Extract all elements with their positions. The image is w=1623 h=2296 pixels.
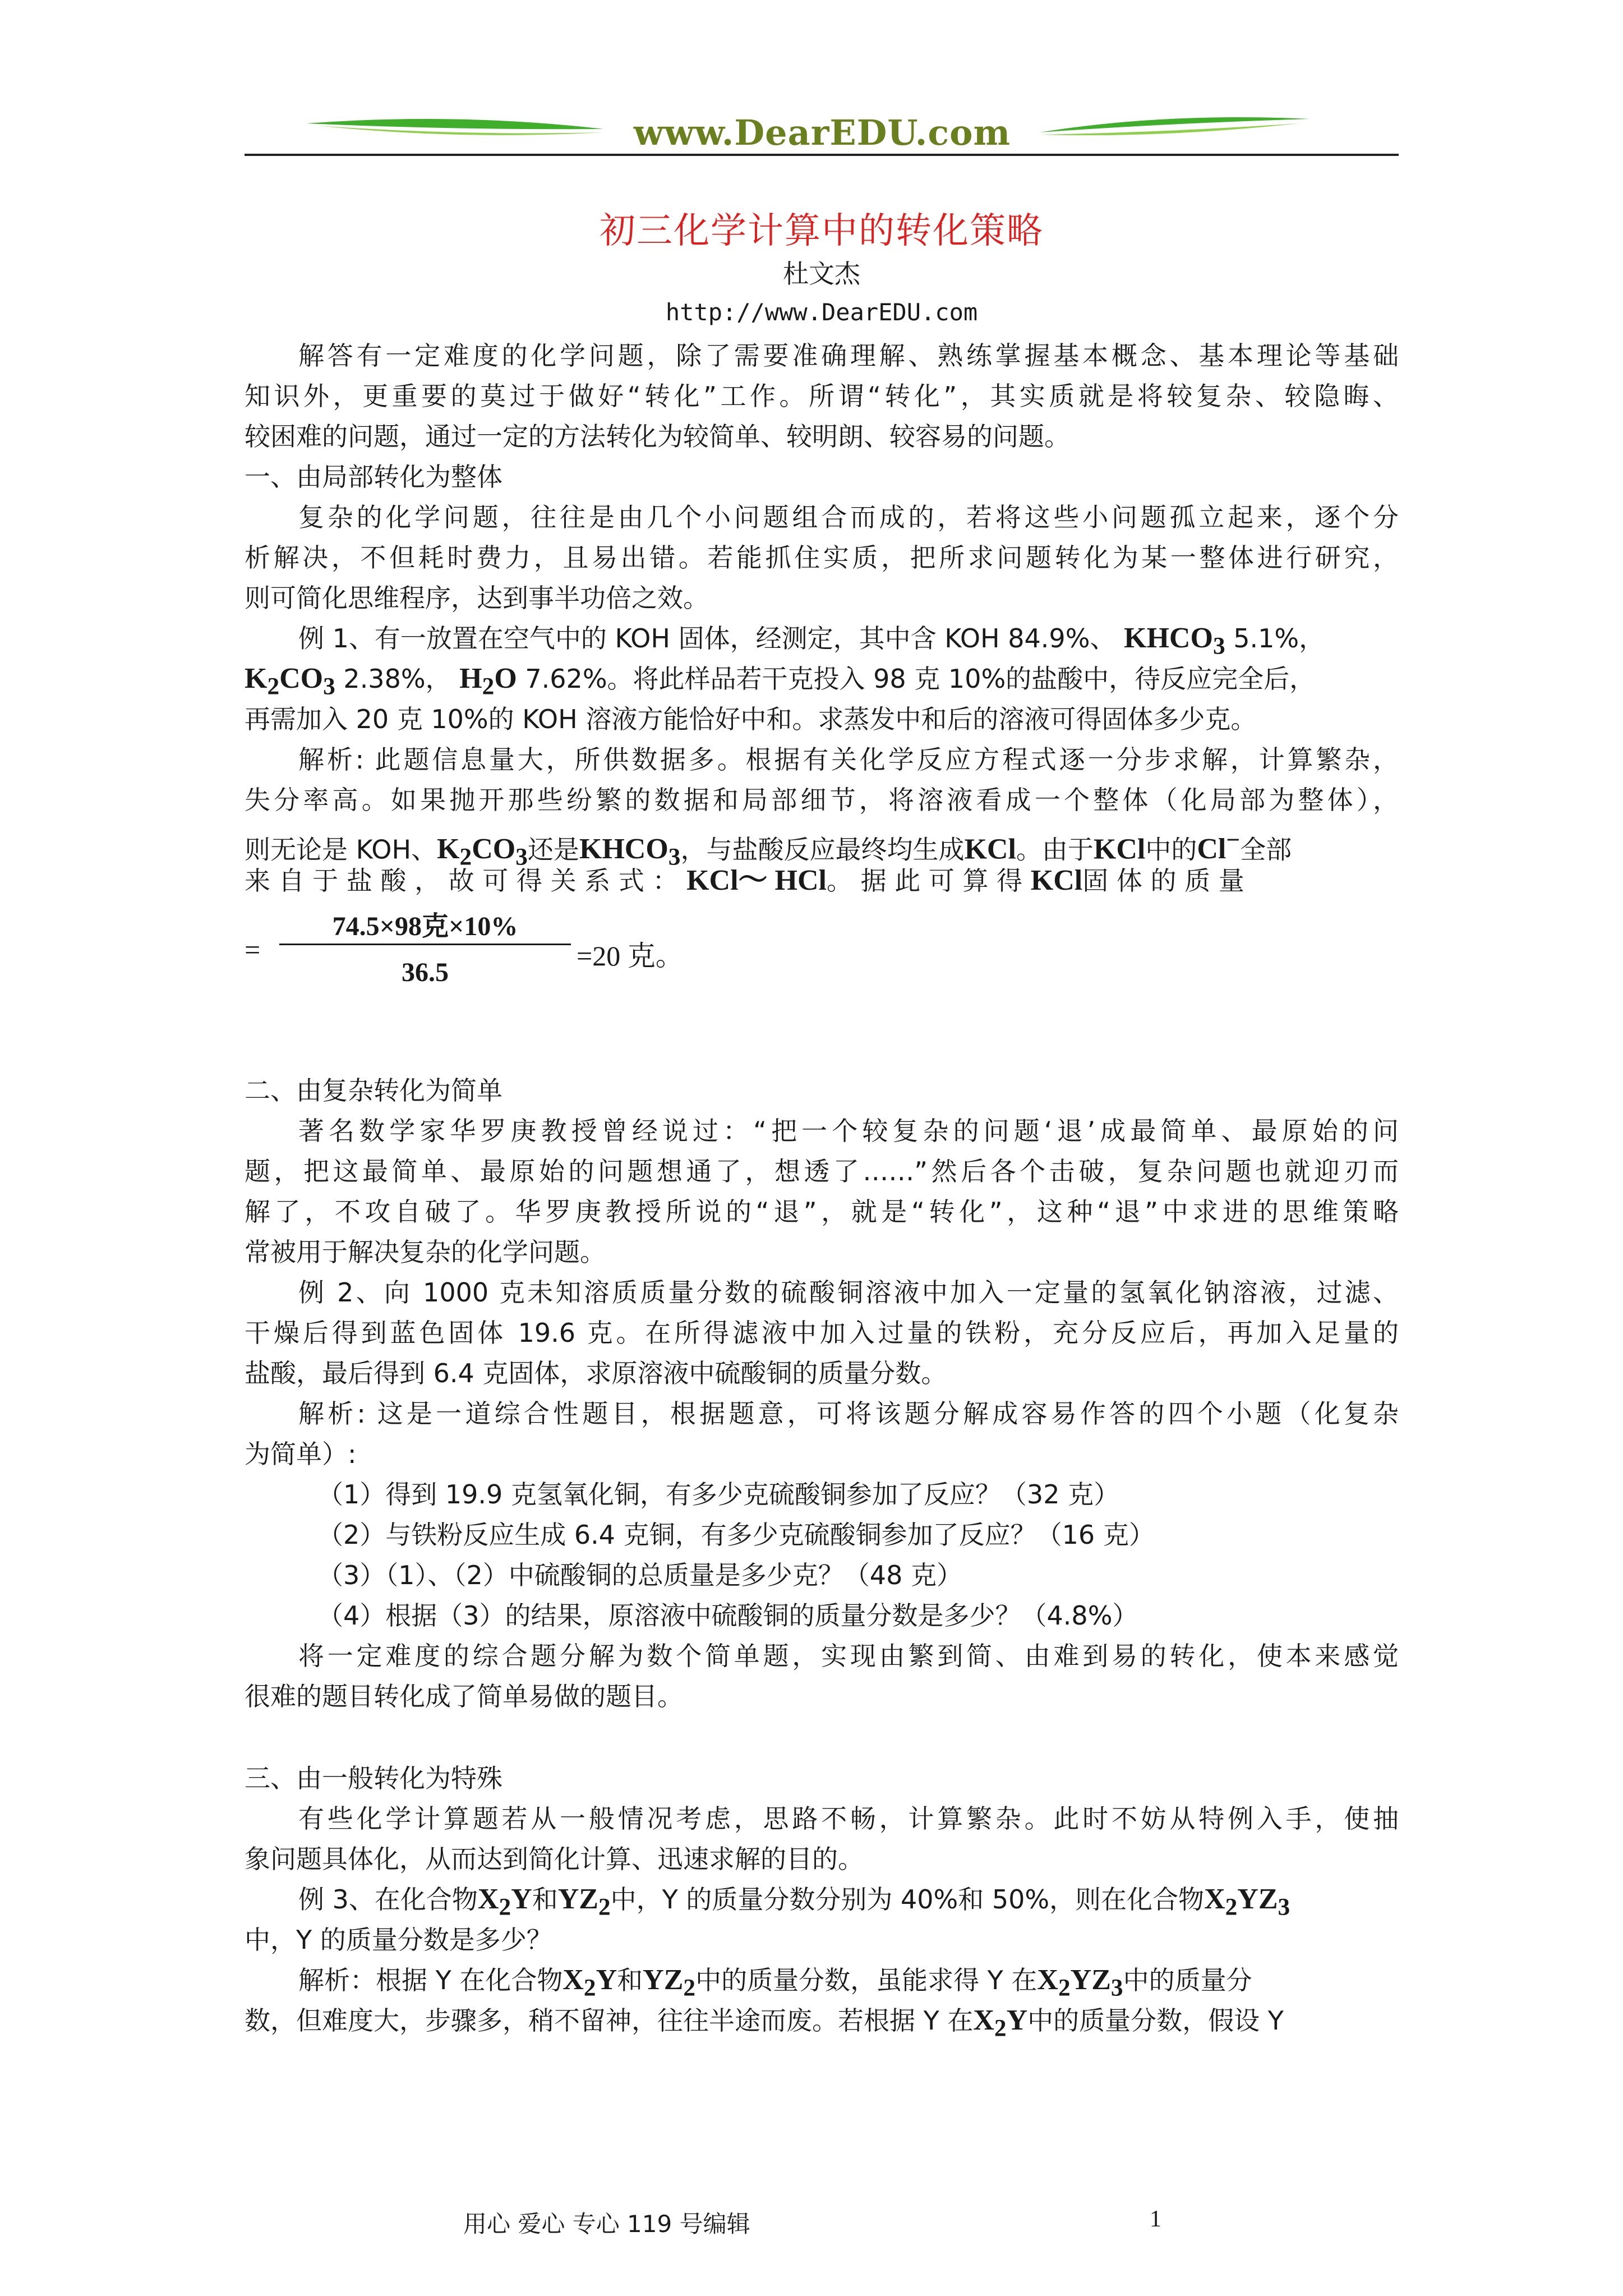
text-run: 中的质量分 xyxy=(1123,1965,1252,1995)
fraction-denominator: 36.5 xyxy=(402,958,449,987)
document-author: 杜文杰 xyxy=(783,259,860,289)
header-rule xyxy=(245,154,1399,156)
formula-khco3: $KHCO_3$ xyxy=(579,833,681,871)
formula-x2yz3: $X_2YZ_3$ xyxy=(1037,1964,1123,2001)
text-run: 5.1%， xyxy=(1233,623,1325,654)
section-1-heading: 一、由局部转化为整体 xyxy=(245,462,502,492)
text-run: 和 xyxy=(532,1884,558,1915)
sub-question-1: （1）得到 19.9 克氢氧化铜，有多少克硫酸铜参加了反应？（32 克） xyxy=(317,1479,1120,1510)
text-run: 中的 xyxy=(1145,834,1197,865)
s2-para-line-2: 题，把这最简单、最原始的问题想通了，想透了……”然后各个击破，复杂问题也就迎刃而 xyxy=(245,1156,1399,1186)
sub-question-4: （4）根据（3）的结果，原溶液中硫酸铜的质量分数是多少？（4.8%） xyxy=(317,1600,1138,1631)
formula-yz2: $YZ_2$ xyxy=(557,1883,611,1921)
analysis-1-line-1: 解析: 此题信息量大，所供数据多。根据有关化学反应方程式逐一分步求解，计算繁杂， xyxy=(298,744,1399,775)
s2-para-line-1: 著名数学家华罗庚教授曾经说过：“把一个较复杂的问题‘退’成最简单、最原始的问 xyxy=(298,1116,1399,1146)
text-run: 。由于 xyxy=(1016,834,1094,865)
example-3-line-1 xyxy=(298,1879,1399,1920)
example-1-line-2 xyxy=(245,659,1399,699)
s1-para-line-2: 析解决，不但耗时费力，且易出错。若能抓住实质，把所求问题转化为某一整体进行研究， xyxy=(245,542,1399,573)
mass-fraction-formula xyxy=(245,904,693,1011)
intro-line-3: 较困难的问题，通过一定的方法转化为较简单、较明朗、较容易的问题。 xyxy=(245,421,1070,452)
text-run: 数，但难度大，步骤多，稍不留神，往往半途而废。若根据 Y 在 xyxy=(245,2005,974,2036)
text-run: 来 自 于 盐 酸 ， 故 可 得 关 系 式 ： xyxy=(245,866,679,896)
formula-kcl: KCl xyxy=(964,833,1016,866)
analysis-1-line-2: 失分率高。如果抛开那些纷繁的数据和局部细节，将溶液看成一个整体（化局部为整体）， xyxy=(245,785,1399,815)
formula-yz2: $YZ_2$ xyxy=(643,1964,696,2001)
document-url: http://www.DearEDU.com xyxy=(665,298,978,326)
page-number: 1 xyxy=(1150,2206,1161,2232)
text-run: 中，Y 的质量分数分别为 40%和 50%，则在化合物 xyxy=(610,1884,1205,1915)
analysis-3-line-2 xyxy=(245,2000,1399,2041)
formula-relation: KCl～ HCl xyxy=(686,864,827,896)
equals-sign: = xyxy=(245,934,261,965)
text-run: 7.62%。将此样品若干克投入 98 克 10%的盐酸中，待反应完全后， xyxy=(525,664,1316,694)
example-2-line-1: 例 2、向 1000 克未知溶质质量分数的硫酸铜溶液中加入一定量的氢氧化钠溶液，过滤、 xyxy=(298,1277,1399,1308)
analysis-3-line-1 xyxy=(298,1960,1399,2000)
s2-para-line-4: 常被用于解决复杂的化学问题。 xyxy=(245,1237,606,1267)
header-banner xyxy=(245,107,1399,163)
formula-kcl: KCl xyxy=(1093,833,1146,866)
text-run: 固 体 的 质 量 xyxy=(1082,866,1244,896)
formula-x2yz3: $X_2YZ_3$ xyxy=(1204,1883,1290,1921)
s2-para-line-3: 解了，不攻自破了。华罗庚教授所说的“退”，就是“转化”，这种“退”中求进的思维策略 xyxy=(245,1197,1399,1227)
text-run: 例 3、在化合物 xyxy=(298,1884,478,1915)
text-run: 则无论是 KOH、 xyxy=(245,834,437,865)
example-2-line-3: 盐酸，最后得到 6.4 克固体，求原溶液中硫酸铜的质量分数。 xyxy=(245,1358,947,1388)
s3-para-line-2: 象问题具体化，从而达到简化计算、迅速求解的目的。 xyxy=(245,1844,864,1874)
example-1-line-1 xyxy=(298,618,1399,659)
site-logo: www.DearEDU.com xyxy=(633,112,1011,153)
formula-x2y: $X_2Y$ xyxy=(973,2004,1028,2042)
formula-x2y: $X_2Y$ xyxy=(562,1964,617,2001)
formula-khco3: $KHCO_3$ xyxy=(1124,622,1225,660)
s1-para-line-1: 复杂的化学问题，往往是由几个小问题组合而成的，若将这些小问题孤立起来，逐个分 xyxy=(298,502,1399,532)
sub-question-2: （2）与铁粉反应生成 6.4 克铜，有多少克硫酸铜参加了反应？（16 克） xyxy=(317,1520,1155,1550)
section-3-heading: 三、由一般转化为特殊 xyxy=(245,1763,502,1793)
text-run: 中的质量分数，虽能求得 Y 在 xyxy=(695,1965,1038,1995)
formula-k2co3: $K_2CO_3$ xyxy=(245,662,335,700)
formula-result: =20 克。 xyxy=(577,940,684,972)
fraction-bar xyxy=(279,944,571,945)
s3-para-line-1: 有些化学计算题若从一般情况考虑，思路不畅，计算繁杂。此时不妨从特例入手，使抽 xyxy=(298,1803,1399,1834)
section-2-heading: 二、由复杂转化为简单 xyxy=(245,1075,502,1106)
example-2-line-2: 干燥后得到蓝色固体 19.6 克。在所得滤液中加入过量的铁粉，充分反应后，再加入足量的 xyxy=(245,1318,1399,1348)
formula-h2o: $H_2O$ xyxy=(459,662,517,700)
text-run: 例 1、有一放置在空气中的 KOH 固体，经测定，其中含 KOH 84.9%、 xyxy=(298,623,1116,654)
formula-cl-ion: Cl− xyxy=(1197,827,1241,866)
formula-x2y: $X_2Y$ xyxy=(477,1883,532,1921)
analysis-1-line-3 xyxy=(245,820,1399,871)
footer-text: 用心 爱心 专心 119 号编辑 xyxy=(463,2210,750,2238)
text-run: 还是 xyxy=(527,834,579,865)
analysis-2-line-2: 为简单）: xyxy=(245,1439,357,1469)
formula-kcl: KCl xyxy=(1030,864,1083,896)
fraction-numerator: 74.5×98克×10% xyxy=(332,912,518,941)
text-run: 。 据 此 可 算 得 xyxy=(827,866,1023,896)
s2-conclusion-line-1: 将一定难度的综合题分解为数个简单题，实现由繁到简、由难到易的转化，使本来感觉 xyxy=(298,1641,1399,1671)
text-run: ，与盐酸反应最终均生成 xyxy=(680,834,965,865)
text-run: 解析：根据 Y 在化合物 xyxy=(298,1965,563,1995)
document-title: 初三化学计算中的转化策略 xyxy=(600,210,1044,252)
s1-para-line-3: 则可简化思维程序，达到事半功倍之效。 xyxy=(245,583,709,613)
example-3-line-2: 中，Y 的质量分数是多少？ xyxy=(245,1925,552,1955)
intro-line-2: 知识外，更重要的莫过于做好“转化”工作。所谓“转化”，其实质就是将较复杂、较隐晦、 xyxy=(245,381,1399,411)
text-run: 和 xyxy=(617,1965,643,1995)
text-run: 中的质量分数，假设 Y xyxy=(1027,2005,1284,2036)
formula-k2co3: $K_2CO_3$ xyxy=(437,833,528,871)
text-run: 全部 xyxy=(1240,834,1292,865)
sub-question-3: （3）（1）、（2）中硫酸铜的总质量是多少克？（48 克） xyxy=(317,1560,962,1590)
example-1-line-3: 再需加入 20 克 10%的 KOH 溶液方能恰好中和。求蒸发中和后的溶液可得固体多少克。 xyxy=(245,704,1257,734)
analysis-1-line-4 xyxy=(245,861,1399,901)
analysis-2-line-1: 解析: 这是一道综合性题目，根据题意，可将该题分解成容易作答的四个小题（化复杂 xyxy=(298,1398,1399,1429)
s2-conclusion-line-2: 很难的题目转化成了简单易做的题目。 xyxy=(245,1681,683,1711)
intro-line-1: 解答有一定难度的化学问题，除了需要准确理解、熟练掌握基本概念、基本理论等基础 xyxy=(298,341,1399,371)
text-run: 2.38%， xyxy=(343,664,451,694)
